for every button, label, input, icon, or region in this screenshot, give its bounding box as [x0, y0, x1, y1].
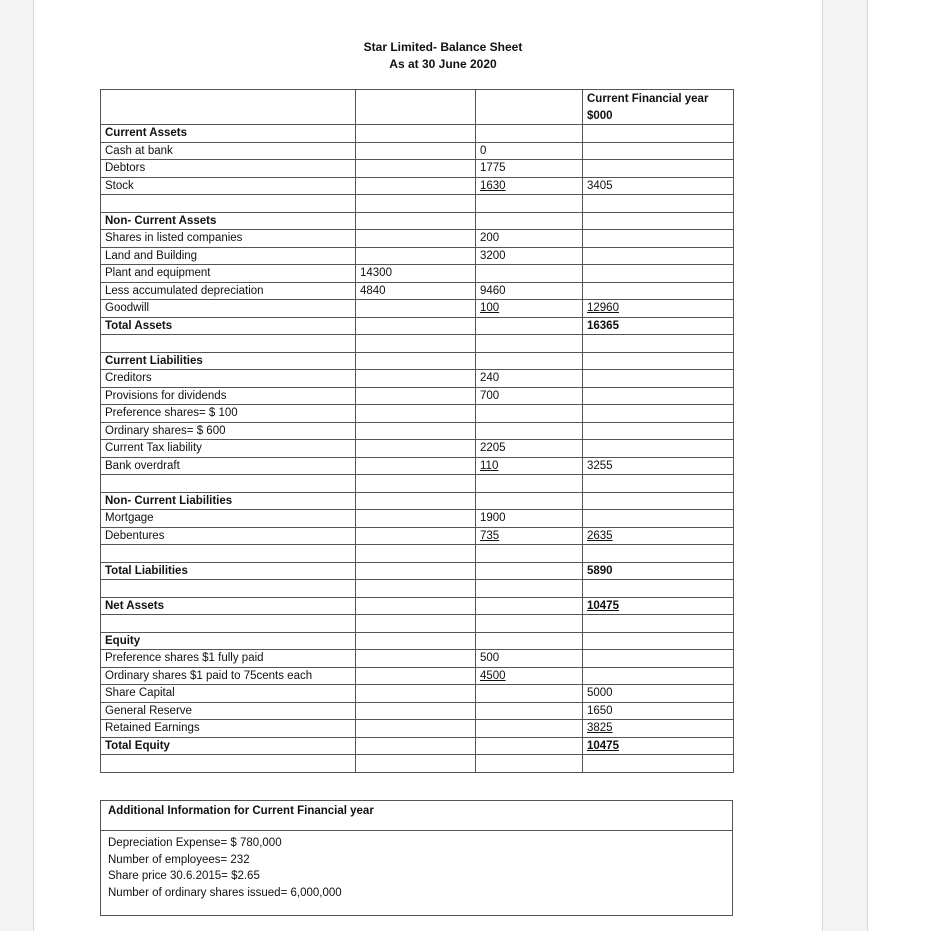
row-col3-value — [476, 720, 583, 738]
row-col2-value — [356, 160, 476, 178]
row-col2-value — [356, 405, 476, 423]
row-col2-value — [356, 755, 476, 773]
header-current-year: Current Financial year — [587, 93, 709, 105]
row-col3-value: 0 — [476, 142, 583, 160]
additional-info-line: Depreciation Expense= $ 780,000 — [108, 837, 282, 849]
row-col3-value: 1630 — [476, 177, 583, 195]
row-col3-value: 4500 — [476, 667, 583, 685]
row-col4-value: 5000 — [583, 685, 734, 703]
row-col2-value — [356, 597, 476, 615]
row-label: Current Assets — [101, 125, 356, 143]
table-row — [101, 492, 734, 510]
row-label: Total Equity — [101, 737, 356, 755]
table-row-blank — [101, 545, 734, 563]
row-col4-value — [583, 545, 734, 563]
row-col3-value: 240 — [476, 370, 583, 388]
row-col2-value: 4840 — [356, 282, 476, 300]
row-col4-value — [583, 580, 734, 598]
row-label: Equity — [101, 632, 356, 650]
row-col4-value — [583, 650, 734, 668]
row-col3-value: 110 — [476, 457, 583, 475]
table-row — [101, 457, 734, 475]
header-cell-3 — [476, 90, 583, 125]
row-col4-value — [583, 632, 734, 650]
row-label: Retained Earnings — [101, 720, 356, 738]
row-col4-value — [583, 195, 734, 213]
row-label: Non- Current Liabilities — [101, 492, 356, 510]
row-label: Less accumulated depreciation — [101, 282, 356, 300]
additional-info-body — [101, 831, 732, 915]
additional-info-box — [100, 800, 733, 916]
row-col2-value — [356, 300, 476, 318]
row-col3-value: 2205 — [476, 440, 583, 458]
table-header-row — [101, 90, 734, 125]
row-col4-value — [583, 125, 734, 143]
table-row — [101, 702, 734, 720]
table-row — [101, 370, 734, 388]
row-label — [101, 475, 356, 493]
row-label: Debtors — [101, 160, 356, 178]
table-row — [101, 160, 734, 178]
row-col3-value: 700 — [476, 387, 583, 405]
row-col2-value — [356, 545, 476, 563]
row-col4-value — [583, 510, 734, 528]
table-row — [101, 300, 734, 318]
row-col2-value — [356, 667, 476, 685]
row-col4-value: 3405 — [583, 177, 734, 195]
additional-info-heading: Additional Information for Current Financial year — [101, 801, 732, 831]
row-col4-value: 10475 — [583, 737, 734, 755]
row-col3-value — [476, 632, 583, 650]
table-row — [101, 265, 734, 283]
row-col3-value: 200 — [476, 230, 583, 248]
row-col3-value — [476, 405, 583, 423]
row-col4-value: 5890 — [583, 562, 734, 580]
row-label: Goodwill — [101, 300, 356, 318]
table-row-blank — [101, 475, 734, 493]
row-label: Plant and equipment — [101, 265, 356, 283]
row-col4-value: 3255 — [583, 457, 734, 475]
table-row — [101, 632, 734, 650]
row-label: Shares in listed companies — [101, 230, 356, 248]
row-col4-value — [583, 405, 734, 423]
row-label: Ordinary shares $1 paid to 75cents each — [101, 667, 356, 685]
row-col4-value — [583, 475, 734, 493]
table-row — [101, 387, 734, 405]
table-row-blank — [101, 615, 734, 633]
row-label: Net Assets — [101, 597, 356, 615]
document-title: Star Limited- Balance Sheet — [363, 40, 523, 54]
additional-info-line: Number of employees= 232 — [108, 853, 250, 866]
row-col2-value — [356, 195, 476, 213]
row-label: Share Capital — [101, 685, 356, 703]
row-col2-value — [356, 580, 476, 598]
table-row — [101, 125, 734, 143]
row-col2-value — [356, 475, 476, 493]
row-col3-value: 735 — [476, 527, 583, 545]
row-col3-value: 1900 — [476, 510, 583, 528]
row-col4-value — [583, 247, 734, 265]
table-row — [101, 667, 734, 685]
row-col2-value — [356, 510, 476, 528]
row-col3-value: 500 — [476, 650, 583, 668]
row-col3-value — [476, 492, 583, 510]
row-col4-value — [583, 370, 734, 388]
row-label: Ordinary shares= $ 600 — [101, 422, 356, 440]
table-row — [101, 405, 734, 423]
row-label: Debentures — [101, 527, 356, 545]
row-col3-value — [476, 615, 583, 633]
row-col4-value: 10475 — [583, 597, 734, 615]
additional-info-line: Share price 30.6.2015= $2.65 — [108, 870, 260, 882]
table-row-blank — [101, 755, 734, 773]
row-label: Preference shares= $ 100 — [101, 405, 356, 423]
row-col3-value — [476, 475, 583, 493]
row-col3-value: 1775 — [476, 160, 583, 178]
row-col2-value — [356, 177, 476, 195]
row-col2-value — [356, 247, 476, 265]
row-label — [101, 580, 356, 598]
row-col4-value — [583, 667, 734, 685]
row-col2-value — [356, 422, 476, 440]
row-label: Bank overdraft — [101, 457, 356, 475]
row-col2-value — [356, 317, 476, 335]
row-col3-value — [476, 125, 583, 143]
row-col4-value: 2635 — [583, 527, 734, 545]
row-col3-value: 3200 — [476, 247, 583, 265]
table-row-blank — [101, 335, 734, 353]
row-col4-value — [583, 422, 734, 440]
table-row — [101, 142, 734, 160]
additional-info-line: Number of ordinary shares issued= 6,000,000 — [108, 886, 342, 899]
row-col4-value — [583, 142, 734, 160]
row-label — [101, 195, 356, 213]
table-row — [101, 177, 734, 195]
row-label: Total Assets — [101, 317, 356, 335]
row-col2-value — [356, 212, 476, 230]
row-col3-value — [476, 212, 583, 230]
row-col3-value — [476, 422, 583, 440]
row-label: Provisions for dividends — [101, 387, 356, 405]
row-col4-value — [583, 265, 734, 283]
row-col2-value — [356, 142, 476, 160]
table-row — [101, 527, 734, 545]
table-row — [101, 720, 734, 738]
row-col2-value — [356, 125, 476, 143]
row-label — [101, 615, 356, 633]
row-col3-value: 9460 — [476, 282, 583, 300]
row-col4-value — [583, 615, 734, 633]
row-col2-value — [356, 370, 476, 388]
row-col3-value — [476, 755, 583, 773]
row-label: Stock — [101, 177, 356, 195]
row-col2-value — [356, 737, 476, 755]
row-col3-value — [476, 562, 583, 580]
row-col4-value — [583, 755, 734, 773]
row-col2-value: 14300 — [356, 265, 476, 283]
row-label: Total Liabilities — [101, 562, 356, 580]
table-row — [101, 737, 734, 755]
header-units: $000 — [587, 110, 613, 122]
row-col2-value — [356, 650, 476, 668]
row-col3-value — [476, 597, 583, 615]
row-col4-value — [583, 387, 734, 405]
table-row — [101, 597, 734, 615]
row-col3-value — [476, 352, 583, 370]
row-col2-value — [356, 387, 476, 405]
table-row — [101, 212, 734, 230]
row-col3-value — [476, 580, 583, 598]
document-subtitle: As at 30 June 2020 — [389, 57, 497, 71]
row-label: Cash at bank — [101, 142, 356, 160]
row-col2-value — [356, 702, 476, 720]
row-col2-value — [356, 562, 476, 580]
row-col3-value — [476, 317, 583, 335]
row-col3-value — [476, 737, 583, 755]
row-label — [101, 755, 356, 773]
row-col2-value — [356, 632, 476, 650]
row-col3-value — [476, 702, 583, 720]
row-col4-value — [583, 230, 734, 248]
row-col4-value — [583, 335, 734, 353]
row-label: Creditors — [101, 370, 356, 388]
row-col4-value — [583, 352, 734, 370]
row-col2-value — [356, 440, 476, 458]
row-col3-value — [476, 685, 583, 703]
table-row — [101, 685, 734, 703]
row-col4-value — [583, 212, 734, 230]
table-row — [101, 562, 734, 580]
row-col4-value — [583, 492, 734, 510]
row-col3-value — [476, 335, 583, 353]
row-col4-value: 16365 — [583, 317, 734, 335]
table-row — [101, 247, 734, 265]
table-row — [101, 317, 734, 335]
row-col4-value: 12960 — [583, 300, 734, 318]
table-row — [101, 510, 734, 528]
row-col4-value — [583, 282, 734, 300]
row-label: General Reserve — [101, 702, 356, 720]
row-col3-value — [476, 195, 583, 213]
header-cell-label — [101, 90, 356, 125]
table-row — [101, 282, 734, 300]
row-col4-value: 3825 — [583, 720, 734, 738]
row-label: Land and Building — [101, 247, 356, 265]
row-col2-value — [356, 335, 476, 353]
row-col2-value — [356, 352, 476, 370]
row-col2-value — [356, 685, 476, 703]
balance-sheet-table — [100, 89, 734, 773]
table-row — [101, 230, 734, 248]
row-col3-value — [476, 545, 583, 563]
row-label: Non- Current Assets — [101, 212, 356, 230]
row-col3-value — [476, 265, 583, 283]
row-col4-value — [583, 440, 734, 458]
table-row — [101, 352, 734, 370]
table-row — [101, 422, 734, 440]
row-label: Current Tax liability — [101, 440, 356, 458]
row-col2-value — [356, 527, 476, 545]
row-col4-value: 1650 — [583, 702, 734, 720]
table-row — [101, 440, 734, 458]
table-row — [101, 650, 734, 668]
row-col2-value — [356, 615, 476, 633]
row-label: Mortgage — [101, 510, 356, 528]
row-label: Current Liabilities — [101, 352, 356, 370]
row-col2-value — [356, 457, 476, 475]
row-label — [101, 545, 356, 563]
header-cell-2 — [356, 90, 476, 125]
row-label: Preference shares $1 fully paid — [101, 650, 356, 668]
row-col4-value — [583, 160, 734, 178]
row-col2-value — [356, 230, 476, 248]
table-row-blank — [101, 580, 734, 598]
table-row-blank — [101, 195, 734, 213]
row-col3-value: 100 — [476, 300, 583, 318]
header-cell-current-year — [583, 90, 734, 125]
adjacent-page-edge — [867, 0, 937, 931]
row-label — [101, 335, 356, 353]
row-col2-value — [356, 720, 476, 738]
row-col2-value — [356, 492, 476, 510]
